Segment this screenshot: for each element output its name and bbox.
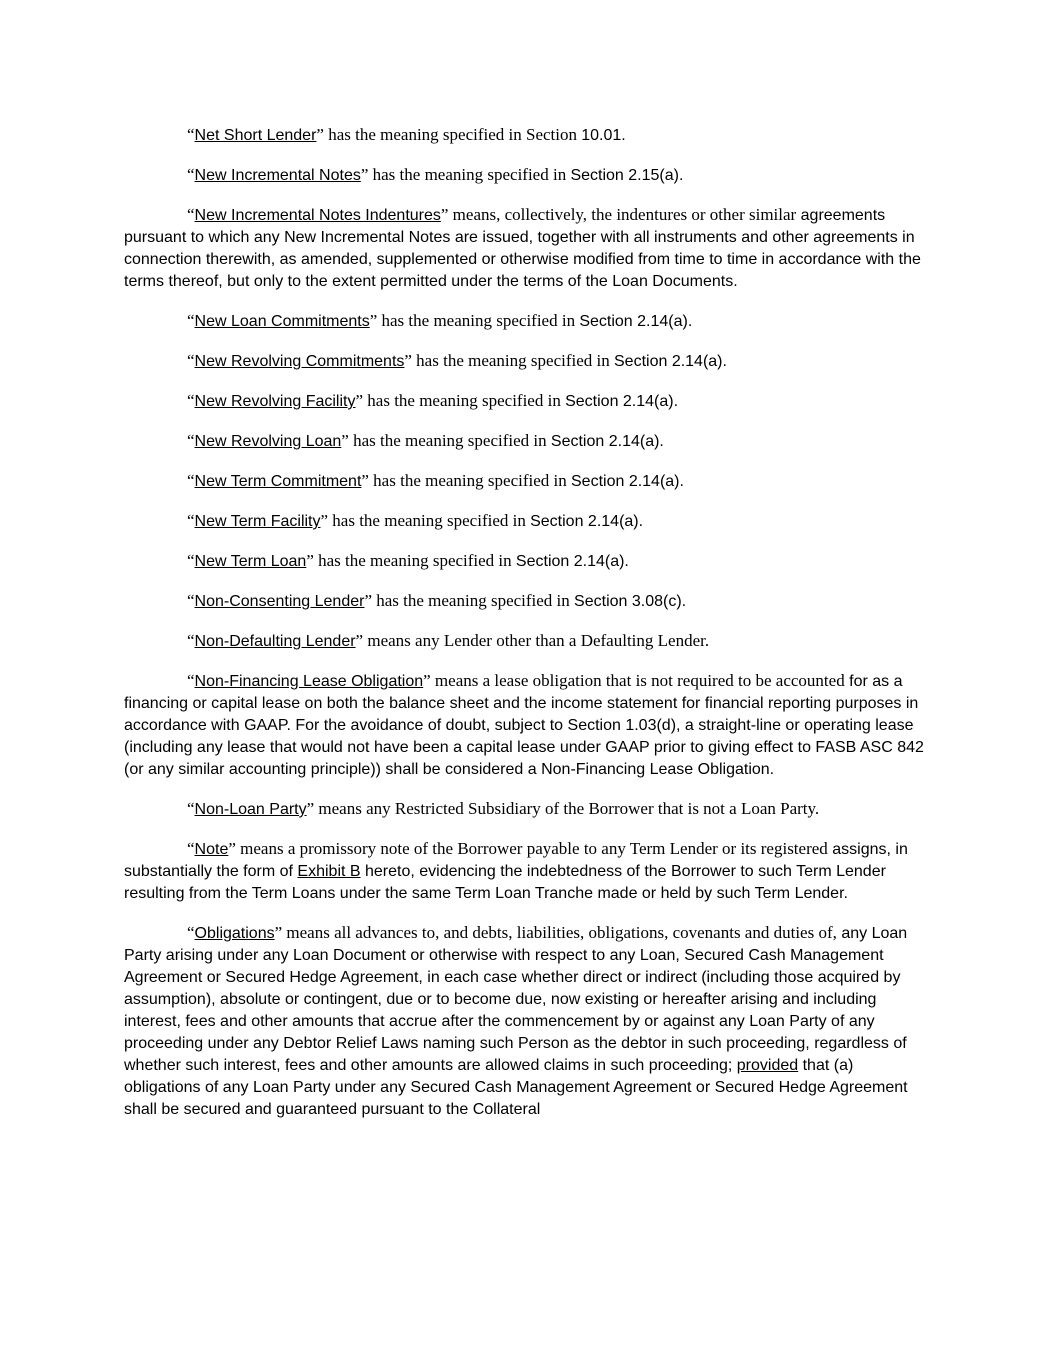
defined-term: New Loan Commitments [194, 313, 370, 330]
definition-new-term-loan: “New Term Loan” has the meaning specified in Section 2.14(a). [187, 551, 629, 570]
defined-term: New Revolving Loan [194, 433, 342, 450]
defined-term: New Revolving Facility [194, 393, 356, 410]
definition-new-revolving-loan: “New Revolving Loan” has the meaning specified in Section 2.14(a). [187, 431, 664, 450]
exhibit-reference: Exhibit B [297, 863, 361, 880]
definition-new-loan-commitments: “New Loan Commitments” has the meaning specified in Section 2.14(a). [187, 311, 693, 330]
defined-term: Non-Loan Party [194, 801, 307, 818]
defined-term: Non-Financing Lease Obligation [194, 673, 424, 690]
definition-new-term-facility: “New Term Facility” has the meaning specified in Section 2.14(a). [187, 511, 644, 530]
defined-term: Non-Consenting Lender [194, 593, 365, 610]
definition-new-term-commitment: “New Term Commitment” has the meaning specified in Section 2.14(a). [187, 471, 684, 490]
defined-term: New Revolving Commitments [194, 353, 405, 370]
defined-term: New Incremental Notes [194, 167, 361, 184]
definition-non-financing-lease-obligation: “Non-Financing Lease Obligation” means a lease obligation that is not required to be accounted for as a financing or capital lease on both the balance sheet and the income statement for financial reporting purposes in accordance with GAAP. For the avoidance of doubt, subject to Section 1.03(d), a straight-line or operating lease (including any lease that would not have been a capital lease under GAAP prior to giving effect to FASB ASC 842 (or any similar accounting principle)) shall be considered a Non-Financing Lease Obligation. [124, 671, 924, 778]
defined-term: Non-Defaulting Lender [194, 633, 356, 650]
proviso-term: provided [736, 1057, 799, 1074]
definition-new-incremental-notes: “New Incremental Notes” has the meaning specified in Section 2.15(a). [187, 165, 684, 184]
definition-obligations: “Obligations” means all advances to, and debts, liabilities, obligations, covenants and duties of, any Loan Party arising under any Loan Document or otherwise with respect to any Loan, Secured Cash Management Agreement or Secured Hedge Agreement, in each case whether direct or indirect (including those acquired by assumption), absolute or contingent, due or to become due, now existing or hereafter arising and including interest, fees and other amounts that accrue after the commencement by or against any Loan Party of any proceeding under any Debtor Relief Laws naming such Person as the debtor in such proceeding, regardless of whether such interest, fees and other amounts are allowed claims in such proceeding; provided that (a) obligations of any Loan Party under any Secured Cash Management Agreement or Secured Hedge Agreement shall be secured and guaranteed pursuant to the Collateral [124, 923, 908, 1118]
definition-non-defaulting-lender: “Non-Defaulting Lender” means any Lender other than a Defaulting Lender. [187, 631, 710, 650]
document-page [124, 124, 927, 1138]
defined-term: Obligations [194, 925, 275, 942]
definition-note: “Note” means a promissory note of the Borrower payable to any Term Lender or its registered assigns, in substantially the form of Exhibit B hereto, evidencing the indebtedness of the Borrower to such Term Lender resulting from the Term Loans under the same Term Loan Tranche made or held by such Term Lender. [124, 839, 908, 902]
definition-new-incremental-notes-indentures: “New Incremental Notes Indentures” means, collectively, the indentures or other similar agreements pursuant to which any New Incremental Notes are issued, together with all instruments and other agreements in connection therewith, as amended, supplemented or otherwise modified from time to time in accordance with the terms thereof, but only to the extent permitted under the terms of the Loan Documents. [124, 205, 921, 290]
definition-net-short-lender: “Net Short Lender” has the meaning specified in Section 10.01. [187, 125, 626, 144]
defined-term: New Term Commitment [194, 473, 362, 490]
defined-term: New Incremental Notes Indentures [194, 207, 441, 224]
defined-term: New Term Facility [194, 513, 321, 530]
definition-new-revolving-commitments: “New Revolving Commitments” has the meaning specified in Section 2.14(a). [187, 351, 727, 370]
defined-term: Net Short Lender [194, 127, 317, 144]
defined-term: Note [194, 841, 229, 858]
defined-term: New Term Loan [194, 553, 307, 570]
definition-non-loan-party: “Non-Loan Party” means any Restricted Subsidiary of the Borrower that is not a Loan Party. [187, 799, 820, 818]
definition-new-revolving-facility: “New Revolving Facility” has the meaning specified in Section 2.14(a). [187, 391, 679, 410]
definition-non-consenting-lender: “Non-Consenting Lender” has the meaning specified in Section 3.08(c). [187, 591, 687, 610]
